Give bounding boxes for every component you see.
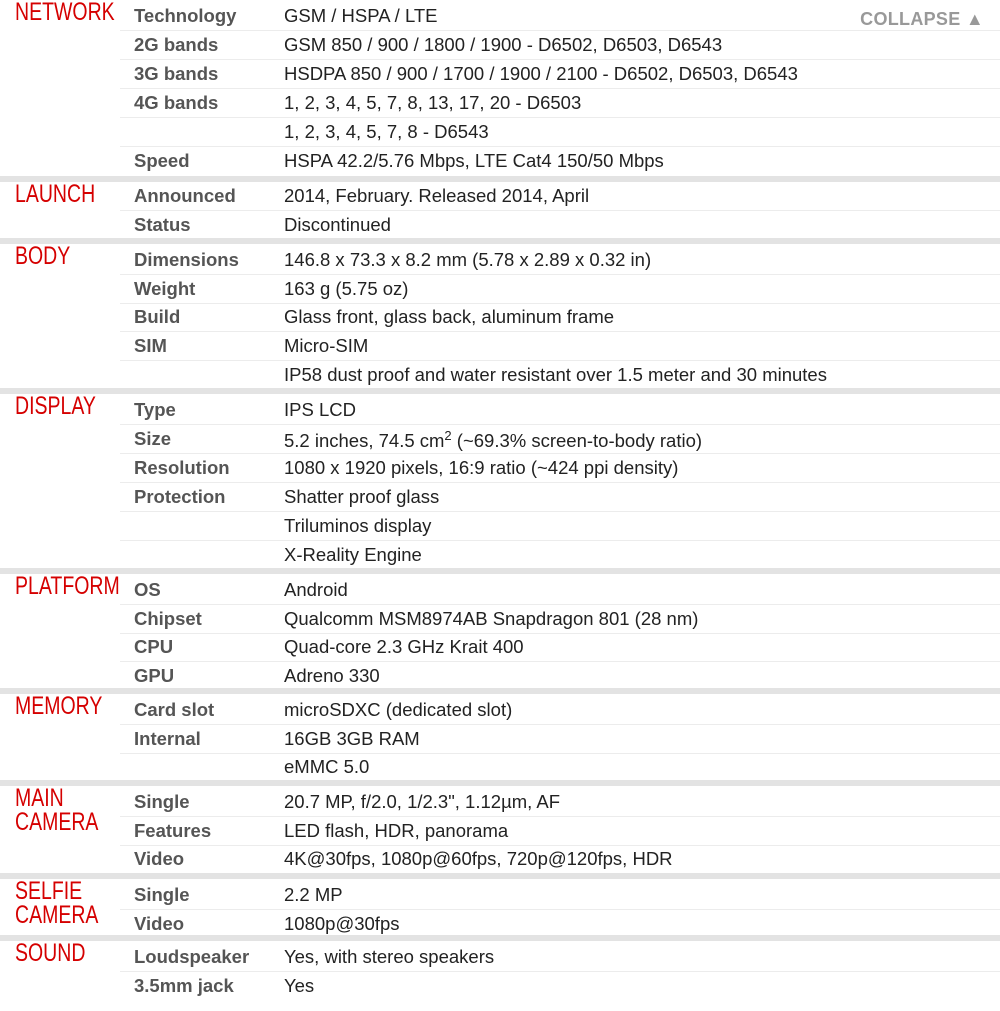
spec-row xyxy=(120,31,1000,60)
section-title[interactable]: LAUNCH xyxy=(15,180,96,208)
spec-row xyxy=(120,361,1000,390)
spec-row xyxy=(120,332,1000,361)
spec-row xyxy=(120,972,1000,1001)
spec-row xyxy=(120,512,1000,541)
spec-row xyxy=(120,576,1000,605)
spec-value: Android xyxy=(284,579,348,600)
spec-label[interactable]: Loudspeaker xyxy=(134,946,250,967)
spec-row xyxy=(120,246,1000,275)
spec-label[interactable]: Video xyxy=(134,913,185,934)
spec-row xyxy=(120,662,1000,691)
spec-label[interactable]: Chipset xyxy=(134,608,202,629)
spec-label[interactable]: 3.5mm jack xyxy=(134,975,234,996)
spec-label[interactable]: 4G bands xyxy=(134,92,219,113)
spec-label[interactable]: Single xyxy=(134,791,190,812)
spec-label[interactable]: Type xyxy=(134,399,176,420)
spec-row xyxy=(120,425,1000,454)
section-title[interactable]: SOUND xyxy=(15,939,86,967)
spec-row xyxy=(120,910,1000,939)
spec-value: Adreno 330 xyxy=(284,665,380,686)
spec-value: 1080 x 1920 pixels, 16:9 ratio (~424 ppi density) xyxy=(284,457,679,478)
section-launch xyxy=(0,182,1000,244)
spec-label[interactable]: Speed xyxy=(134,150,190,171)
spec-label[interactable]: Build xyxy=(134,306,181,327)
spec-value: Glass front, glass back, aluminum frame xyxy=(284,306,615,327)
section-body xyxy=(0,244,1000,394)
spec-value: 2.2 MP xyxy=(284,884,343,905)
spec-value: 146.8 x 73.3 x 8.2 mm (5.78 x 2.89 x 0.32 in) xyxy=(284,249,652,270)
spec-value: microSDXC (dedicated slot) xyxy=(284,699,513,720)
spec-row xyxy=(120,881,1000,910)
spec-row xyxy=(120,633,1000,662)
spec-value: Quad-core 2.3 GHz Krait 400 xyxy=(284,636,524,657)
spec-row xyxy=(120,2,1000,31)
spec-row xyxy=(120,60,1000,89)
collapse-label: COLLAPSE xyxy=(860,9,961,29)
spec-label[interactable]: OS xyxy=(134,579,161,600)
spec-value: Triluminos display xyxy=(284,515,432,536)
spec-label[interactable]: Technology xyxy=(134,5,237,26)
spec-value: IPS LCD xyxy=(284,399,356,420)
spec-value: Micro-SIM xyxy=(284,335,369,356)
spec-row xyxy=(120,696,1000,725)
spec-value xyxy=(284,428,702,452)
spec-value: Qualcomm MSM8974AB Snapdragon 801 (28 nm) xyxy=(284,608,699,629)
spec-label[interactable]: Single xyxy=(134,884,190,905)
triangle-up-icon: ▲ xyxy=(965,9,984,29)
spec-row xyxy=(120,605,1000,634)
section-platform xyxy=(0,574,1000,694)
spec-row xyxy=(120,943,1000,972)
spec-value: HSPA 42.2/5.76 Mbps, LTE Cat4 150/50 Mbps xyxy=(284,150,664,171)
spec-value: 1080p@30fps xyxy=(284,913,400,934)
spec-row xyxy=(120,118,1000,147)
spec-value: 1, 2, 3, 4, 5, 7, 8, 13, 17, 20 - D6503 xyxy=(284,92,582,113)
spec-value: Discontinued xyxy=(284,214,391,235)
spec-label[interactable]: Announced xyxy=(134,185,236,206)
spec-value: GSM / HSPA / LTE xyxy=(284,5,438,26)
superscript: 2 xyxy=(444,428,452,443)
section-selfie-camera xyxy=(0,879,1000,941)
spec-row xyxy=(120,817,1000,846)
section-network xyxy=(0,0,1000,182)
spec-value: 16GB 3GB RAM xyxy=(284,728,420,749)
spec-value: eMMC 5.0 xyxy=(284,756,370,777)
spec-row xyxy=(120,396,1000,425)
section-title[interactable]: MAIN CAMERA xyxy=(15,784,99,836)
spec-row xyxy=(120,211,1000,240)
spec-row xyxy=(120,541,1000,570)
spec-row xyxy=(120,483,1000,512)
spec-value: IP58 dust proof and water resistant over 1.5 meter and 30 minutes xyxy=(284,364,827,385)
spec-value: Yes xyxy=(284,975,315,996)
spec-label[interactable]: Features xyxy=(134,820,212,841)
section-title[interactable]: DISPLAY xyxy=(15,392,96,420)
spec-value: GSM 850 / 900 / 1800 / 1900 - D6502, D6503, D6543 xyxy=(284,34,723,55)
spec-row xyxy=(120,753,1000,782)
spec-label[interactable]: Protection xyxy=(134,486,226,507)
section-title[interactable]: BODY xyxy=(15,242,71,270)
spec-label[interactable]: GPU xyxy=(134,665,175,686)
spec-row xyxy=(120,182,1000,211)
spec-row xyxy=(120,147,1000,176)
spec-row xyxy=(120,788,1000,817)
section-sound xyxy=(0,941,1000,1011)
section-memory xyxy=(0,694,1000,786)
spec-label[interactable]: 2G bands xyxy=(134,34,219,55)
spec-value: HSDPA 850 / 900 / 1700 / 1900 / 2100 - D6502, D6503, D6543 xyxy=(284,63,798,84)
spec-row xyxy=(120,89,1000,118)
spec-value: 4K@30fps, 1080p@60fps, 720p@120fps, HDR xyxy=(284,848,673,869)
spec-label[interactable]: Size xyxy=(134,428,172,449)
spec-value: 2014, February. Released 2014, April xyxy=(284,185,590,206)
spec-label[interactable]: 3G bands xyxy=(134,63,219,84)
spec-label[interactable]: Internal xyxy=(134,728,201,749)
spec-row xyxy=(120,275,1000,304)
spec-label[interactable]: CPU xyxy=(134,636,174,657)
spec-value-text: 5.2 inches, 74.5 cm xyxy=(284,430,445,452)
spec-label[interactable]: SIM xyxy=(134,335,167,356)
section-display xyxy=(0,394,1000,574)
section-title[interactable]: PLATFORM xyxy=(15,572,120,600)
spec-label[interactable]: Dimensions xyxy=(134,249,239,270)
section-title[interactable]: SELFIE CAMERA xyxy=(15,877,99,929)
spec-value: 163 g (5.75 oz) xyxy=(284,278,409,299)
spec-label[interactable]: Status xyxy=(134,214,191,235)
spec-row xyxy=(120,454,1000,483)
section-title[interactable]: MEMORY xyxy=(15,692,103,720)
spec-value: 20.7 MP, f/2.0, 1/2.3", 1.12µm, AF xyxy=(284,791,561,812)
spec-value: Shatter proof glass xyxy=(284,486,440,507)
spec-value: LED flash, HDR, panorama xyxy=(284,820,509,841)
section-title[interactable]: NETWORK xyxy=(15,0,115,26)
spec-label[interactable]: Card slot xyxy=(134,699,215,720)
spec-row xyxy=(120,303,1000,332)
spec-value: X-Reality Engine xyxy=(284,544,422,565)
spec-value-text: (~69.3% screen-to-body ratio) xyxy=(451,430,703,452)
section-main-camera xyxy=(0,786,1000,879)
spec-value: 1, 2, 3, 4, 5, 7, 8 - D6543 xyxy=(284,121,489,142)
spec-row xyxy=(120,845,1000,874)
spec-label[interactable]: Resolution xyxy=(134,457,230,478)
spec-value: Yes, with stereo speakers xyxy=(284,946,495,967)
spec-row xyxy=(120,725,1000,754)
spec-label[interactable]: Video xyxy=(134,848,185,869)
spec-label[interactable]: Weight xyxy=(134,278,196,299)
